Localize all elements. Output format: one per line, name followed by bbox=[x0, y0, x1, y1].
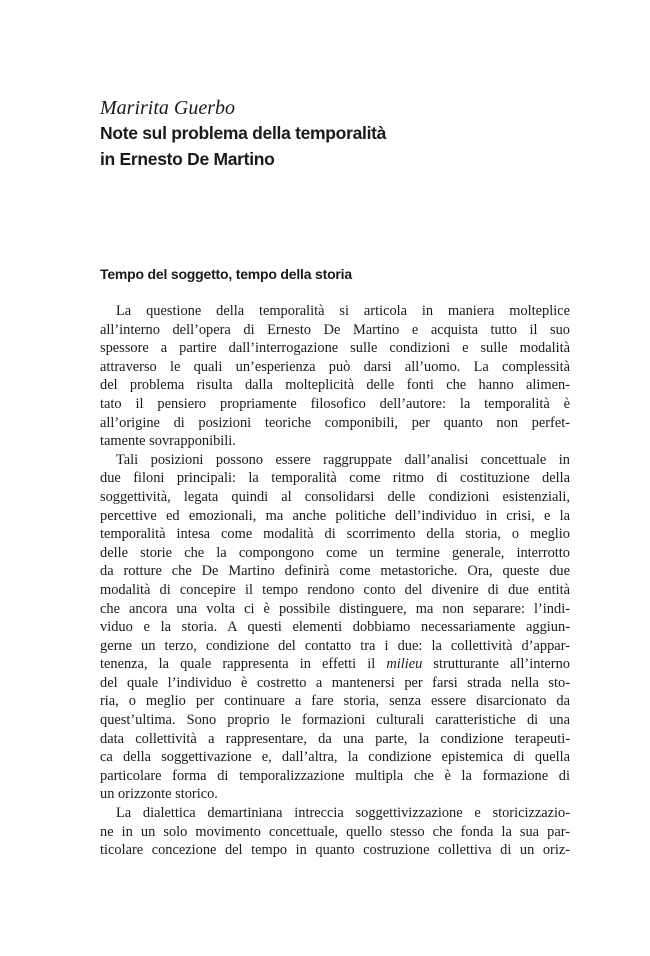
italic-term: milieu bbox=[386, 656, 423, 673]
text-line: temporalità intesa come modalità di scorrimento della storia, o meglio bbox=[100, 526, 570, 543]
text-line: spessore a partire dall’interrogazione sulle condizioni e sulle modalità bbox=[100, 340, 570, 357]
text-line: ria, o meglio per continuare a fare storia, senza essere disarcionato da bbox=[100, 693, 570, 710]
text-line: La dialettica demartiniana intreccia soggettivizzazione e storicizzazio- bbox=[116, 805, 570, 822]
text-line: viduo e la storia. A questi elementi dobbiamo necessariamente aggiun- bbox=[100, 619, 570, 636]
paragraph-1 bbox=[100, 302, 570, 451]
paragraph-3 bbox=[100, 804, 570, 860]
section-heading: Tempo del soggetto, tempo della storia bbox=[100, 266, 352, 282]
text-line: che ancora una volta ci è possibile distinguere, ma non separare: l’indi- bbox=[100, 600, 570, 617]
text-line: data collettività a rappresentare, da una parte, la condizione terapeuti- bbox=[100, 730, 570, 747]
text-line: tato il pensiero propriamente filosofico dell’autore: la temporalità è bbox=[100, 395, 570, 412]
text-line bbox=[100, 655, 570, 674]
text-line: all’interno dell’opera di Ernesto De Martino e acquista tutto il suo bbox=[100, 321, 570, 338]
text-line: attraverso le quali un’esperienza può darsi all’uomo. La complessità bbox=[100, 358, 570, 375]
text-line: all’origine di posizioni teoriche componibili, per quanto non perfet- bbox=[100, 414, 570, 431]
text-line: del quale l’individuo è costretto a mantenersi per farsi strada nella sto- bbox=[100, 674, 570, 691]
text-line: particolare forma di temporalizzazione multipla che è la formazione di bbox=[100, 767, 570, 784]
text-line: del problema risulta dalla molteplicità delle fonti che hanno alimen- bbox=[100, 377, 570, 394]
text-line: modalità di concepire il tempo rendono conto del divenire di due entità bbox=[100, 581, 570, 598]
text-line: delle storie che la compongono come un termine generale, interrotto bbox=[100, 544, 570, 561]
text-line: un orizzonte storico. bbox=[100, 786, 218, 803]
author-name: Maririta Guerbo bbox=[100, 97, 235, 119]
text-line: La questione della temporalità si articola in maniera molteplice bbox=[116, 303, 570, 319]
body-text bbox=[100, 302, 570, 860]
text-line: percettive ed emozionali, ma anche politiche dell’individuo in crisi, e la bbox=[100, 507, 570, 524]
title-line-2: in Ernesto De Martino bbox=[100, 149, 275, 169]
text-line: due filoni principali: la temporalità come ritmo di costituzione della bbox=[100, 470, 570, 487]
text-line: ca della soggettivazione e, dall’altra, la condizione epistemica di quella bbox=[100, 749, 570, 766]
text-line: ticolare concezione del tempo in quanto costruzione collettiva di un oriz- bbox=[100, 842, 570, 859]
text-line: da rotture che De Martino definirà come metastoriche. Ora, queste due bbox=[100, 563, 570, 580]
text-fragment: strutturante all’interno bbox=[433, 656, 570, 673]
text-line: Tali posizioni possono essere raggruppate dall’analisi concettuale in bbox=[116, 451, 570, 468]
text-line: tamente sovrapponibili. bbox=[100, 433, 236, 450]
text-line: soggettività, legata quindi al consolidarsi delle condizioni esistenziali, bbox=[100, 488, 570, 505]
text-line: gerne un terzo, condizione del contatto tra i due: la collettività d’appar- bbox=[100, 637, 570, 654]
text-line: quest’ultima. Sono proprio le formazioni culturali caratteristiche di una bbox=[100, 712, 570, 729]
text-line: ne in un solo movimento concettuale, quello stesso che fonda la sua par- bbox=[100, 823, 570, 840]
title-line-1: Note sul problema della temporalità bbox=[100, 123, 387, 143]
paragraph-2 bbox=[100, 451, 570, 804]
article-title bbox=[100, 120, 570, 172]
text-fragment: tenenza, la quale rappresenta in effetti il bbox=[100, 656, 376, 673]
